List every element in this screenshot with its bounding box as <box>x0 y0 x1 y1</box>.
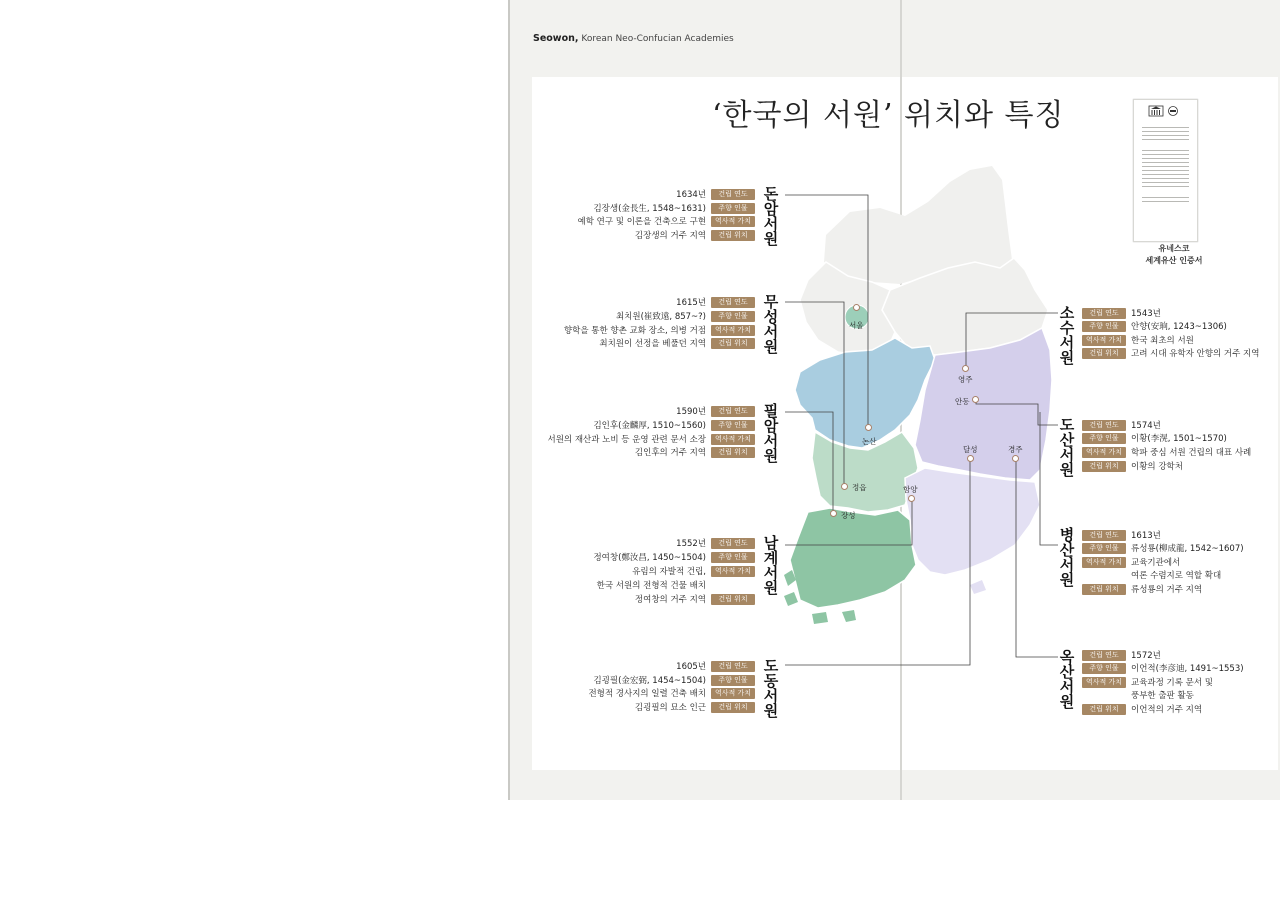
academy-person: 이황(李滉, 1501~1570) <box>1131 434 1227 444</box>
academy-site: 김장생의 거주 지역 <box>634 231 706 241</box>
tag-value: 역사적 가치 <box>1082 677 1126 688</box>
hamyang-marker <box>908 495 915 502</box>
tag-site: 건립 위치 <box>711 230 755 241</box>
city-label-gyeongju: 경주 <box>1008 445 1023 454</box>
tag-year: 건립 연도 <box>711 406 755 417</box>
nonsan-marker <box>865 424 872 431</box>
academy-value-line2: 여론 수렴지로 역할 확대 <box>1131 571 1222 581</box>
academy-site: 김인후의 거주 지역 <box>634 448 706 458</box>
academy-name-char: 병 <box>1059 526 1075 544</box>
academy-name-char: 동 <box>763 672 779 690</box>
tag-value: 역사적 가치 <box>711 566 755 577</box>
tag-year: 건립 연도 <box>711 189 755 200</box>
academy-name-char: 암 <box>763 417 779 435</box>
jeongeup-marker <box>841 483 848 490</box>
academy-person: 김굉필(金宏弼, 1454~1504) <box>593 676 706 686</box>
tag-site: 건립 위치 <box>711 702 755 713</box>
dalseong-marker <box>967 455 974 462</box>
academy-name <box>1058 418 1076 478</box>
tag-site: 건립 위치 <box>1082 348 1126 359</box>
tag-person: 주향 인물 <box>1082 433 1126 444</box>
tag-value: 역사적 가치 <box>711 688 755 699</box>
page-title: ‘한국의 서원’ 위치와 특징 <box>712 98 1065 133</box>
academy-name <box>762 187 780 247</box>
academy-name-char: 원 <box>763 579 779 597</box>
tag-site: 건립 위치 <box>1082 704 1126 715</box>
tag-year: 건립 연도 <box>1082 650 1126 661</box>
academy-person: 류성룡(柳成龍, 1542~1607) <box>1131 544 1244 554</box>
tag-site: 건립 위치 <box>711 594 755 605</box>
tag-year: 건립 연도 <box>711 297 755 308</box>
yeongju-marker <box>962 365 969 372</box>
academy-year: 1572년 <box>1131 651 1161 661</box>
academy-name-char: 원 <box>1059 461 1075 479</box>
academy-name-char: 산 <box>1059 541 1075 559</box>
academy-name-char: 도 <box>763 657 779 675</box>
island <box>784 592 798 606</box>
academy-name-char: 원 <box>763 447 779 465</box>
academy-year: 1574년 <box>1131 421 1161 431</box>
academy-year: 1613년 <box>1131 531 1161 541</box>
academy-name-char: 서 <box>1059 678 1075 696</box>
header-subtitle: Korean Neo-Confucian Academies <box>581 34 734 44</box>
academy-name <box>762 404 780 464</box>
academy-site: 이황의 강학처 <box>1131 462 1183 472</box>
academy-person: 최치원(崔致遠, 857~?) <box>615 312 706 322</box>
academy-person: 안향(安珦, 1243~1306) <box>1131 322 1227 332</box>
academy-name-char: 서 <box>763 323 779 341</box>
academy-value: 예학 연구 및 이론을 건축으로 구현 <box>577 217 706 227</box>
island <box>812 612 828 624</box>
academy-value: 서원의 재산과 노비 등 운영 관련 문서 소장 <box>547 435 706 445</box>
tag-year: 건립 연도 <box>1082 530 1126 541</box>
academy-name-char: 수 <box>1059 319 1075 337</box>
tag-site: 건립 위치 <box>711 447 755 458</box>
academy-name-char: 원 <box>1059 571 1075 589</box>
academy-value: 향학을 통한 향촌 교화 장소, 의병 거점 <box>563 326 706 336</box>
tag-value: 역사적 가치 <box>1082 557 1126 568</box>
tag-person: 주향 인물 <box>711 311 755 322</box>
academy-name-char: 돈 <box>763 185 779 203</box>
academy-value: 한국 최초의 서원 <box>1131 336 1194 346</box>
jangseong-marker <box>830 510 837 517</box>
tag-value: 역사적 가치 <box>711 434 755 445</box>
academy-value: 교육기관에서 <box>1131 558 1181 568</box>
city-label-yeongju: 영주 <box>958 375 973 384</box>
tag-year: 건립 연도 <box>1082 308 1126 319</box>
academy-value-line2: 풍부한 출판 활동 <box>1131 691 1194 701</box>
tag-site: 건립 위치 <box>1082 584 1126 595</box>
academy-name-char: 소 <box>1059 304 1075 322</box>
tag-year: 건립 연도 <box>711 661 755 672</box>
academy-person: 이언적(李彦迪, 1491~1553) <box>1131 664 1244 674</box>
academy-person: 김장생(金長生, 1548~1631) <box>593 204 706 214</box>
academy-name-char: 필 <box>763 402 779 420</box>
academy-year: 1615년 <box>676 298 706 308</box>
city-label-dalseong: 달성 <box>963 445 978 454</box>
academy-name-char: 원 <box>763 702 779 720</box>
tag-person: 주향 인물 <box>1082 663 1126 674</box>
city-label-seoul: 서울 <box>849 321 864 330</box>
tag-site: 건립 위치 <box>1082 461 1126 472</box>
gyeongju-marker <box>1012 455 1019 462</box>
jeonnam-region <box>790 508 916 608</box>
academy-site: 류성룡의 거주 지역 <box>1131 585 1203 595</box>
academy-name-char: 원 <box>1059 349 1075 367</box>
tag-site: 건립 위치 <box>711 338 755 349</box>
academy-year: 1552년 <box>676 539 706 549</box>
island <box>842 610 856 622</box>
tag-person: 주향 인물 <box>1082 321 1126 332</box>
header-brand: Seowon, <box>533 33 579 44</box>
academy-name-char: 남 <box>763 534 779 552</box>
academy-name-char: 도 <box>1059 416 1075 434</box>
academy-year: 1590년 <box>676 407 706 417</box>
city-label-nonsan: 논산 <box>862 437 877 446</box>
academy-name <box>762 536 780 596</box>
tag-value: 역사적 가치 <box>1082 335 1126 346</box>
academy-site: 김굉필의 묘소 인근 <box>634 703 706 713</box>
gyeongnam-region <box>905 468 1040 575</box>
academy-name-char: 암 <box>763 200 779 218</box>
tag-person: 주향 인물 <box>711 203 755 214</box>
chungcheong-region <box>795 338 935 448</box>
academy-year: 1605년 <box>676 662 706 672</box>
andong-marker <box>972 396 979 403</box>
academy-person: 정여창(鄭汝昌, 1450~1504) <box>593 553 706 563</box>
academy-name-char: 산 <box>1059 431 1075 449</box>
academy-value: 유림의 자발적 건립, <box>632 567 706 577</box>
academy-name <box>1058 650 1076 710</box>
tag-year: 건립 연도 <box>1082 420 1126 431</box>
academy-name-char: 산 <box>1059 663 1075 681</box>
academy-value: 전형적 경사지의 일렬 건축 배치 <box>588 689 706 699</box>
tag-person: 주향 인물 <box>711 420 755 431</box>
island <box>970 580 986 594</box>
academy-year: 1543년 <box>1131 309 1161 319</box>
academy-site: 정여창의 거주 지역 <box>634 595 706 605</box>
academy-site: 이언적의 거주 지역 <box>1131 705 1203 715</box>
academy-name-char: 서 <box>1059 446 1075 464</box>
academy-value: 학파 중심 서원 건립의 대표 사례 <box>1131 448 1252 458</box>
certificate-caption-line1: 유네스코 <box>1158 244 1190 253</box>
city-label-andong: 안동 <box>955 397 970 406</box>
tag-person: 주향 인물 <box>1082 543 1126 554</box>
certificate-caption-line2: 세계유산 인증서 <box>1145 256 1203 265</box>
tag-value: 역사적 가치 <box>711 325 755 336</box>
tag-person: 주향 인물 <box>711 552 755 563</box>
city-label-hamyang: 함양 <box>903 485 918 494</box>
academy-name-char: 서 <box>1059 334 1075 352</box>
academy-name <box>762 659 780 719</box>
academy-value-line2: 한국 서원의 전형적 건물 배치 <box>596 581 706 591</box>
academy-name-char: 성 <box>763 308 779 326</box>
academy-site: 고려 시대 유학자 안향의 거주 지역 <box>1131 349 1260 359</box>
academy-name-char: 서 <box>763 432 779 450</box>
academy-name <box>762 295 780 355</box>
tag-year: 건립 연도 <box>711 538 755 549</box>
tag-value: 역사적 가치 <box>711 216 755 227</box>
city-label-jeongeup: 정읍 <box>852 483 867 492</box>
academy-name-char: 계 <box>763 549 779 567</box>
academy-name-char: 서 <box>763 687 779 705</box>
academy-value: 교육과정 기록 문서 및 <box>1131 678 1214 688</box>
academy-name <box>1058 528 1076 588</box>
seoul-marker <box>853 304 860 311</box>
academy-name-char: 무 <box>763 293 779 311</box>
academy-name-char: 옥 <box>1059 648 1075 666</box>
academy-name-char: 서 <box>763 215 779 233</box>
academy-name <box>1058 306 1076 366</box>
academy-name-char: 서 <box>1059 556 1075 574</box>
city-label-jangseong: 장성 <box>841 511 856 520</box>
academy-year: 1634년 <box>676 190 706 200</box>
tag-value: 역사적 가치 <box>1082 447 1126 458</box>
academy-name-char: 원 <box>763 230 779 248</box>
tag-person: 주향 인물 <box>711 675 755 686</box>
academy-site: 최치원이 선정을 베풀던 지역 <box>599 339 706 349</box>
academy-name-char: 원 <box>763 338 779 356</box>
academy-name-char: 원 <box>1059 693 1075 711</box>
academy-name-char: 서 <box>763 564 779 582</box>
academy-person: 김인후(金麟厚, 1510~1560) <box>593 421 706 431</box>
